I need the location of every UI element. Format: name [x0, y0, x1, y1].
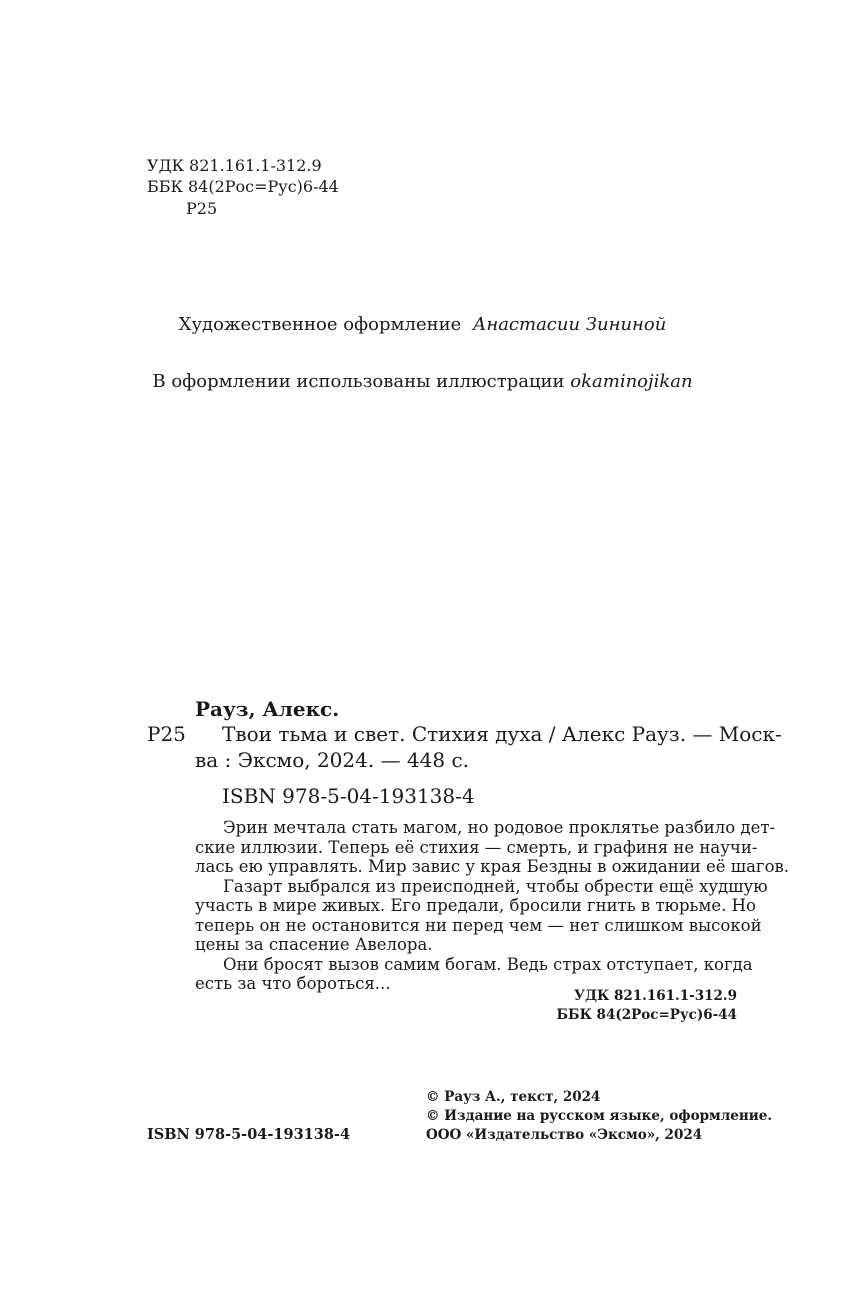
- design-credit-name: Анастасии Зининой: [472, 314, 667, 335]
- copyright-text: © Рауз А., текст, 2024: [426, 1089, 601, 1105]
- annotation-line: цены за спасение Авелора.: [195, 935, 433, 954]
- catalog-author-mark: Р25: [147, 722, 186, 746]
- annotation-line: Газарт выбрался из преисподней, чтобы обрести ещё худшую: [223, 876, 768, 896]
- annotation-line: Они бросят вызов самим богам. Ведь страх отступает, когда: [223, 954, 753, 974]
- udk-code-bottom: УДК 821.161.1-312.9: [574, 988, 737, 1004]
- catalog-isbn: ISBN 978-5-04-193138-4: [222, 784, 475, 808]
- catalog-title-line2: ва : Эксмо, 2024. — 448 с.: [195, 748, 470, 772]
- copyright-edition: © Издание на русском языке, оформление.: [426, 1108, 773, 1124]
- annotation-line: лась ею управлять. Мир завис у края Бездны в ожидании её шагов.: [195, 857, 790, 876]
- annotation-line: ские иллюзии. Теперь её стихия — смерть, и графиня не научи-: [195, 837, 758, 857]
- annotation-line: Эрин мечтала стать магом, но родовое проклятье разбило дет-: [223, 818, 776, 837]
- bbk-code-bottom: ББК 84(2Рос=Рус)6-44: [556, 1007, 737, 1023]
- illustrations-credit-name: okaminojikan: [570, 371, 693, 392]
- design-credit-label: Художественное оформление: [178, 314, 462, 335]
- author-mark-top: Р25: [186, 199, 218, 218]
- footer-isbn: ISBN 978-5-04-193138-4: [147, 1126, 351, 1143]
- bbk-code-top: ББК 84(2Рос=Рус)6-44: [147, 177, 339, 196]
- illustrations-credit: [0, 371, 845, 392]
- annotation: [195, 818, 790, 994]
- annotation-line: теперь он не остановится ни перед чем — нет слишком высокой: [195, 915, 762, 935]
- illustrations-credit-label: В оформлении использованы иллюстрации: [152, 371, 565, 392]
- annotation-line: есть за что бороться...: [195, 974, 391, 993]
- udk-code-top: УДК 821.161.1-312.9: [147, 156, 322, 175]
- annotation-line: участь в мире живых. Его предали, бросили гнить в тюрьме. Но: [195, 896, 756, 915]
- catalog-title-line1: Твои тьма и свет. Стихия духа / Алекс Рауз. — Моск-: [222, 722, 782, 746]
- catalog-author: Рауз, Алекс.: [195, 697, 340, 721]
- design-credit: [0, 314, 845, 335]
- copyright-publisher: ООО «Издательство «Эксмо», 2024: [426, 1127, 703, 1143]
